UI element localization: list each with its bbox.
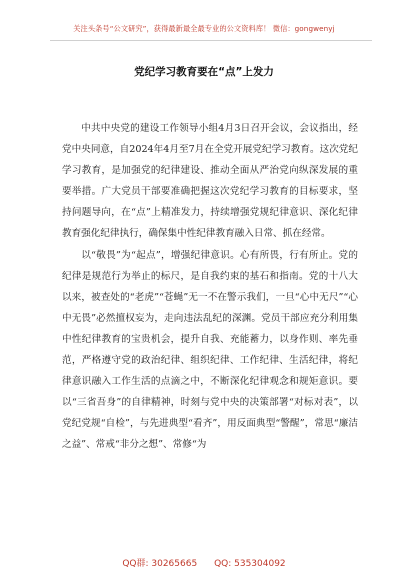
header-banner: 关注头条号“公文研究”，获得最新最全最专业的公文资料库！ 微信：gongwenyj <box>73 24 335 33</box>
paragraph-2: 以“敬畏”为“起点”，增强纪律意识。心有所畏，行有所止。党的纪律是规范行为举止的标尺，是自我约束的基石和指南。党的十八大以来，被查处的“老虎”“苍蝇”无一不在警示我们，一旦“心中无尺”“心中无畏”必然擅权妄为，走向违法乱纪的深渊。党员干部应充分利用集中性纪律教育的宝贵机会，提升自我、充能蓄力，以身作则、率先垂范，严格遵守党的政治纪律、组织纪律、工作纪律、生活纪律，将纪律意识融入工作生活的点滴之中，不断深化纪律观念和规矩意识。要以“三省吾身”的自律精神，时刻与党中央的决策部署“对标对表”，以党纪党规“自检”，与先进典型“看齐”，用反面典型“警醒”，常思“廉洁之益”、常戒“非分之想”、常修“为 <box>62 249 358 451</box>
document-body <box>62 118 358 456</box>
document-title: 党纪学习教育要在“点”上发力 <box>134 66 274 78</box>
qq-group-label: QQ群: 30265665 <box>122 559 198 569</box>
paragraph-1: 中共中央党的建设工作领导小组4月3日召开会议，会议指出，经党中央同意，自2024年4月至7月在全党开展党纪学习教育。这次党纪学习教育，是加强党的纪律建设、推动全面从严治党向纵深发展的重要举措。广大党员干部要准确把握这次党纪学习教育的目标要求，坚持问题导向，在“点”上精准发力，持续增强党规纪律意识、深化纪律教育强化纪律执行，确保集中性纪律教育融入日常、抓在经常。 <box>62 123 358 240</box>
footer-contact <box>0 556 408 569</box>
header-divider <box>50 40 372 41</box>
qq-number-label: QQ: 535304092 <box>214 559 286 569</box>
